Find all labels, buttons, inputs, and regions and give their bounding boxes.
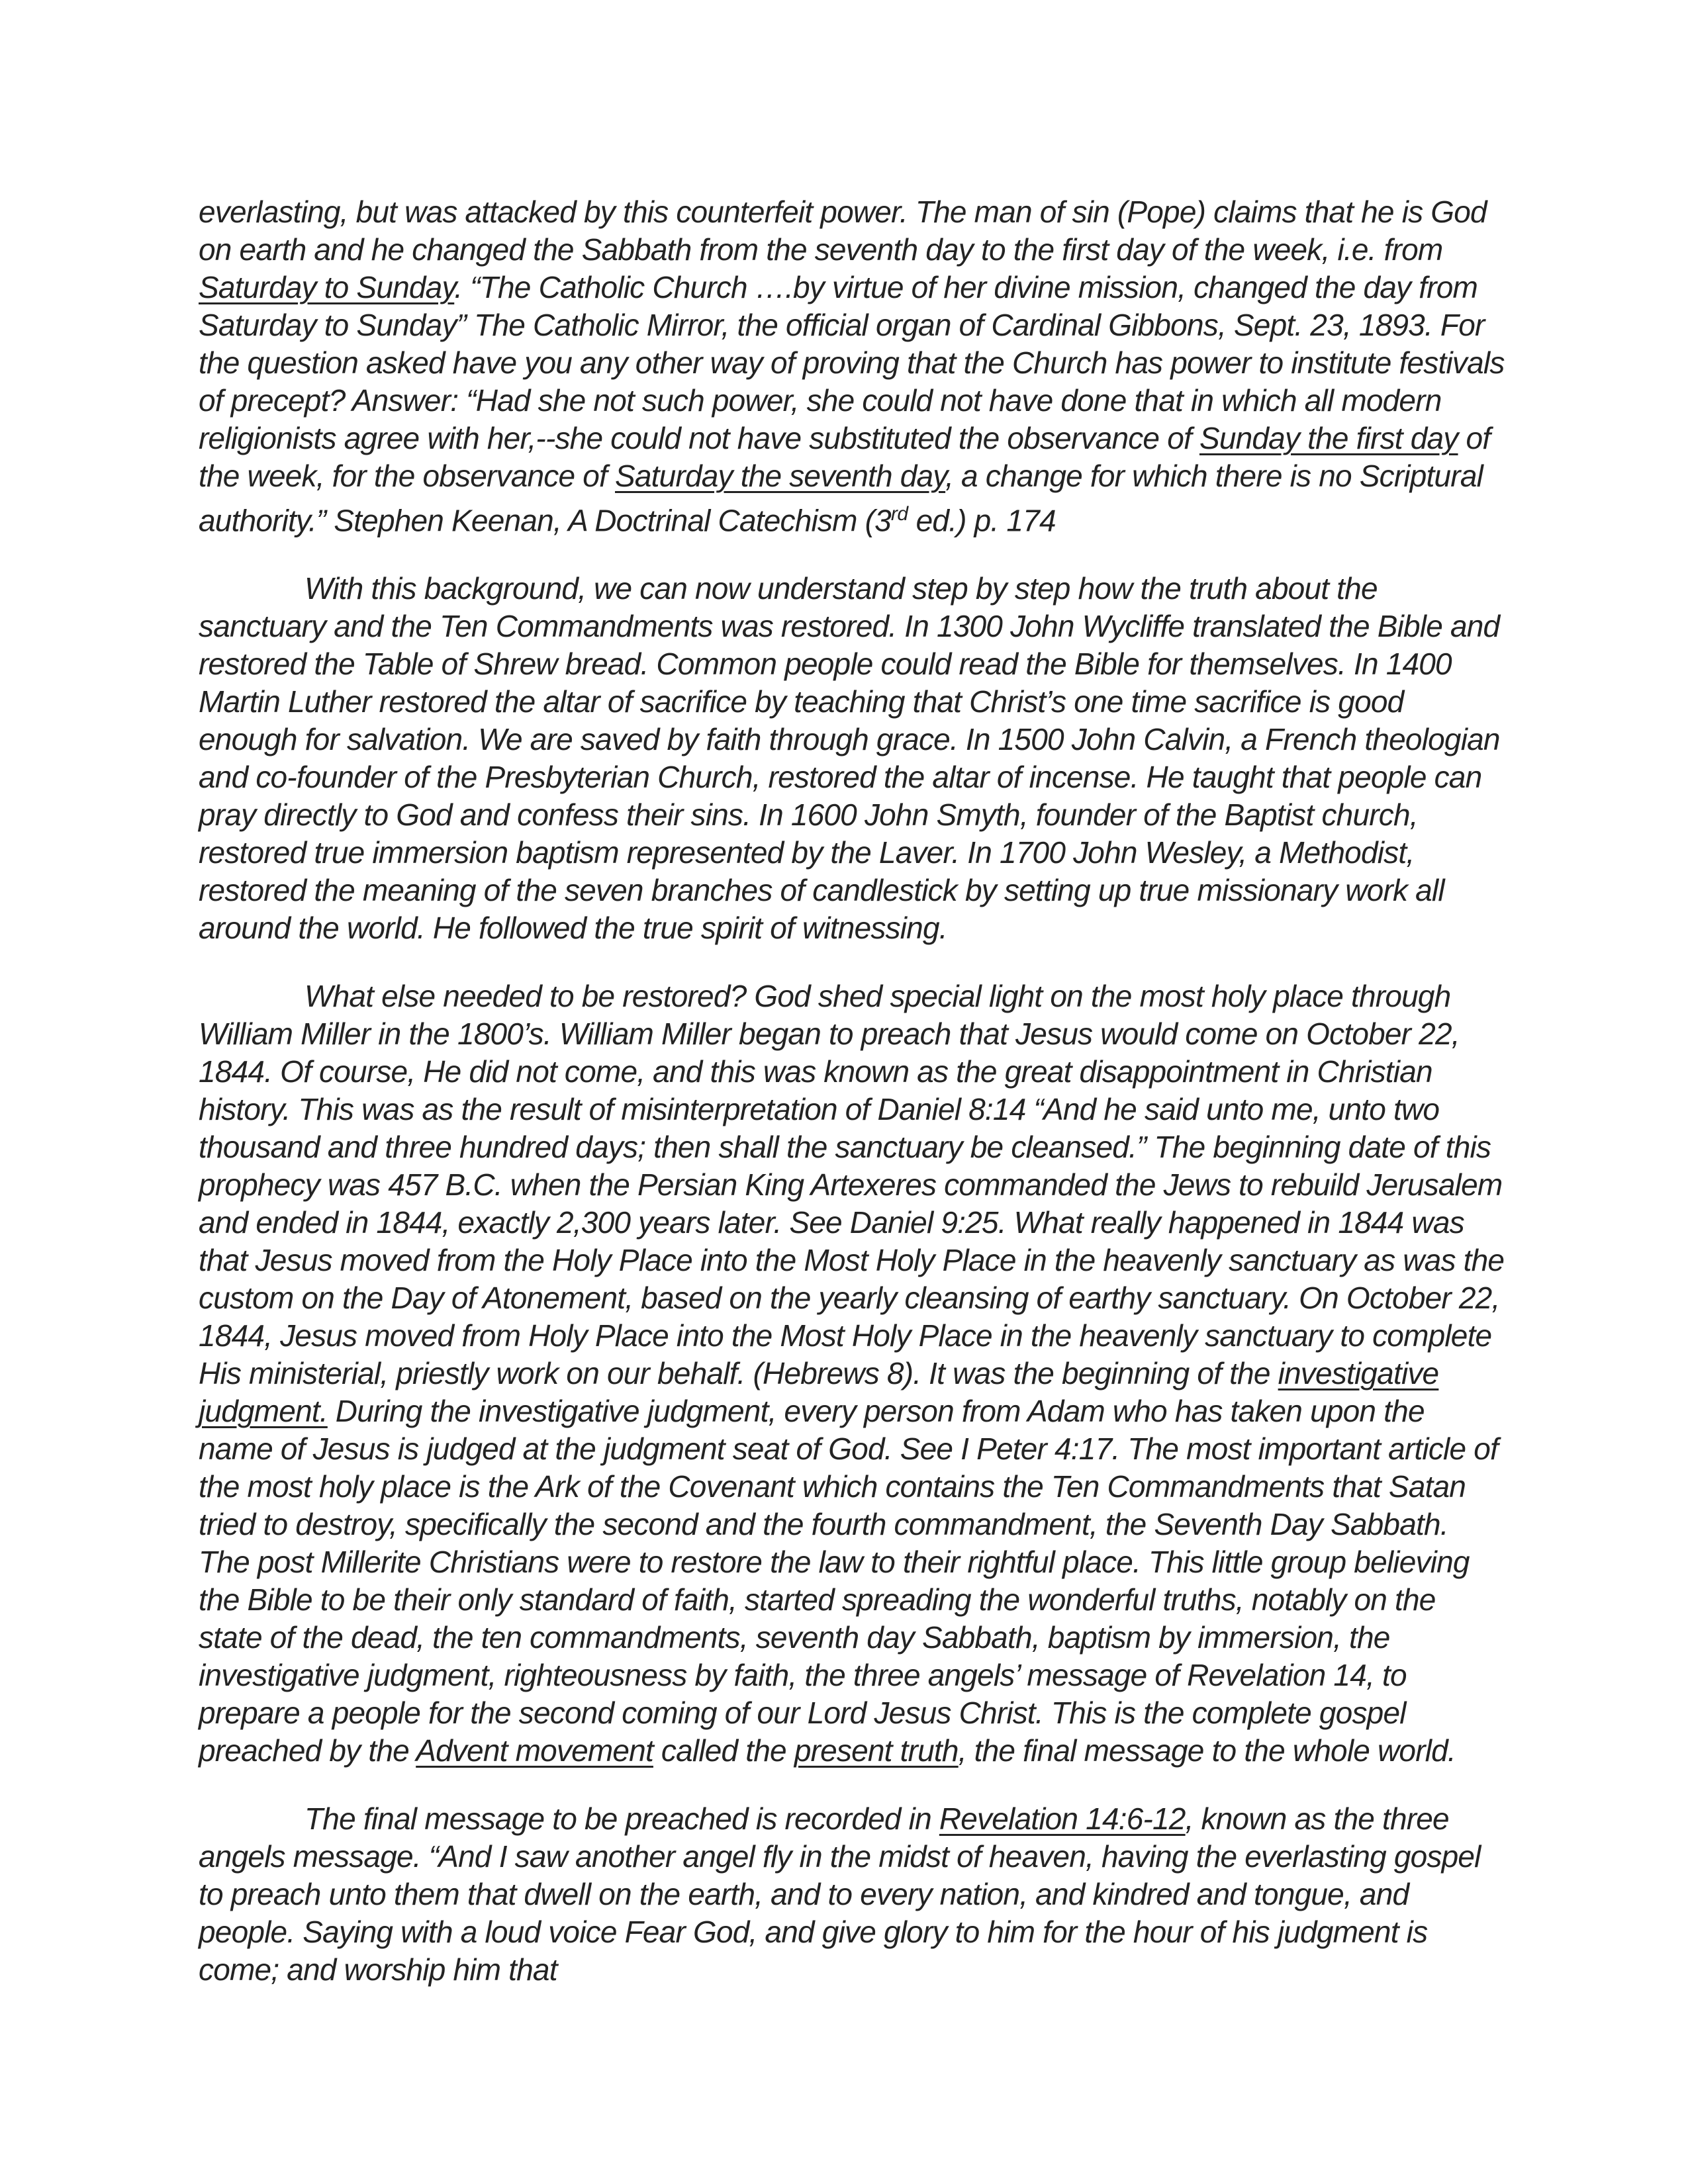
text-run: During the investigative judgment, every person from Adam who has taken upon the name of Jesus is judged at the judgment seat of God. See I Peter 4:17. The most important article of the most holy place is the Ark of the Covenant which contains the Ten Commandments that Satan tried to destroy, specifically the second and the fourth commandment, the Seventh Day Sabbath. The post Millerite Christians were to restore the law to their rightful place. This little group believing the Bible to be their only standard of faith, started spreading the wonderful truths, notably on the state of the dead, the ten commandments, seventh day Sabbath, baptism by immersion, the investigative judgment, righteousness by faith, the three angels’ message of Revelation 14, to prepare a people for the second coming of our Lord Jesus Christ. This is the complete gospel preached by the [199,1394,1499,1768]
text-run: called the [653,1733,794,1768]
text-run: . “The Catholic Church ….by virtue of her divine mission, changed the day from Saturday to Sunday” The Catholic Mirror, the official organ of Cardinal Gibbons, Sept. 23, 1893. For the question asked have you any other way of proving that the Church has power to institute festivals of precept? Answer: “Had she not such power, she could not have done that in which all modern religionists agree with her,--she could not have substituted the observance of [199,270,1505,455]
underlined-text: present truth [794,1733,959,1768]
text-run: everlasting, but was attacked by this counterfeit power. The man of sin (Pope) claims that he is God on earth and he changed the Sabbath from the seventh day to the first day of the week, i.e. from [199,195,1487,267]
underlined-text: Saturday to Sunday [199,270,455,304]
text-run: What else needed to be restored? God shed special light on the most holy place through William Miller in the 1800’s. William Miller began to preach that Jesus would come on October 22, 1844. Of course, He did not come, and this was known as the great disappointment in Christian history. This was as the result of misinterpretation of Daniel 8:14 “And he said unto me, unto two thousand and three hundred days; then shall the sanctuary be cleansed.” The beginning date of this prophecy was 457 B.C. when the Persian King Artexeres commanded the Jews to rebuild Jerusalem and ended in 1844, exactly 2,300 years later. See Daniel 9:25. What really happened in 1844 was that Jesus moved from the Holy Place into the Most Holy Place in the heavenly sanctuary as was the custom on the Day of Atonement, based on the yearly cleansing of earthy sanctuary. On October 22, 1844, Jesus moved from Holy Place into the Most Holy Place in the heavenly sanctuary to complete His ministerial, priestly work on our behalf. (Hebrews 8). It was the beginning of the [199,979,1505,1391]
text-run: of the week, for the observance of [199,421,1491,493]
paragraph [199,570,1506,947]
underlined-text: Advent movement [416,1733,653,1768]
document-text [199,193,1506,2019]
text-run: With this background, we can now understand step by step how the truth about the sanctuary and the Ten Commandments was restored. In 1300 John Wycliffe translated the Bible and restored the Table of Shrew bread. Common people could read the Bible for themselves. In 1400 Martin Luther restored the altar of sacrifice by teaching that Christ’s one time sacrifice is good enough for salvation. We are saved by faith through grace. In 1500 John Calvin, a French theologian and co-founder of the Presbyterian Church, restored the altar of incense. He taught that people can pray directly to God and confess their sins. In 1600 John Smyth, founder of the Baptist church, restored true immersion baptism represented by the Laver. In 1700 John Wesley, a Methodist, restored the meaning of the seven branches of candlestick by setting up true missionary work all around the world. He followed the true spirit of witnessing. [199,571,1500,946]
underlined-text: Saturday the seventh day [615,459,946,493]
text-run: , a change for which there is no Scriptural authority.” Stephen Keenan, A Doctrinal Catechism (3 [199,459,1483,538]
superscript-text: rd [890,503,908,525]
text-run: , the final message to the whole world. [958,1733,1456,1768]
underlined-text: Sunday the first day [1199,421,1458,455]
text-run: , known as the three angels message. “And I saw another angel fly in the midst of heaven, having the everlasting gospel to preach unto them that dwell on the earth, and to every nation, and kindred and tongue, and people. Saying with a loud voice Fear God, and give glory to him for the hour of his judgment is come; and worship him that [199,1801,1481,1987]
underlined-text: investigative judgment. [199,1356,1439,1429]
paragraph [199,978,1506,1770]
text-run: The final message to be preached is recorded in [305,1801,939,1837]
paragraph [199,1800,1506,1989]
text-run: ed.) p. 174 [908,503,1056,538]
underlined-text: Revelation 14:6-12 [939,1801,1186,1837]
paragraph [199,193,1506,539]
